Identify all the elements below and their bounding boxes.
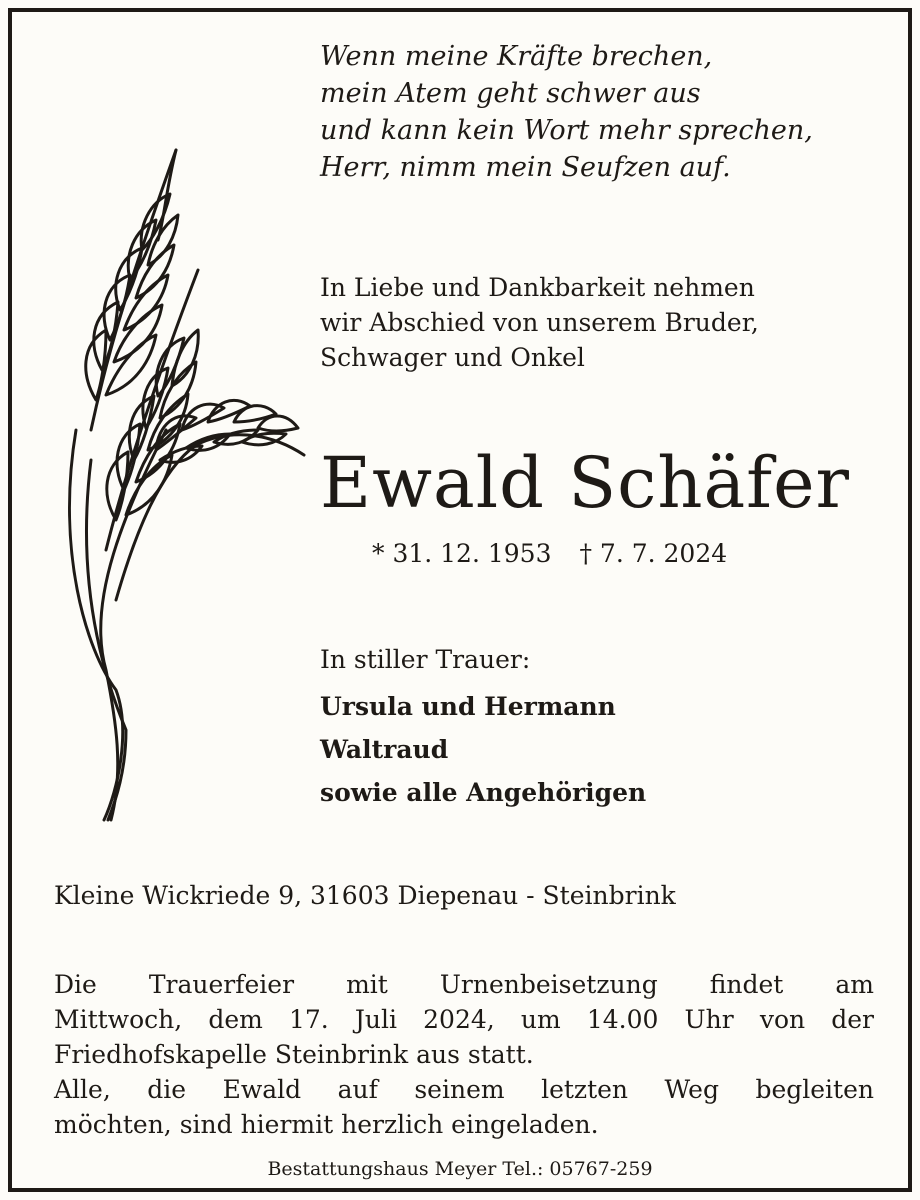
life-dates [372, 536, 727, 572]
ceremony-line: Die Trauerfeier mit Urnenbeisetzung findet am [54, 970, 874, 999]
ceremony-line: Mittwoch, dem 17. Juli 2024, um 14.00 Uhr von der [54, 1005, 874, 1034]
verse-line: mein Atem geht schwer aus [320, 78, 701, 109]
ceremony-line: Friedhofskapelle Steinbrink aus statt. [54, 1040, 534, 1069]
obituary-card [8, 8, 912, 1192]
intro-line: In Liebe und Dankbarkeit nehmen [320, 273, 755, 302]
deceased-name: Ewald Schäfer [320, 442, 850, 524]
mourners-list [320, 685, 646, 814]
verse [320, 38, 880, 186]
verse-line: Wenn meine Kräfte brechen, [320, 41, 713, 72]
mourner-name: Ursula und Hermann [320, 692, 616, 721]
birth-date: * 31. 12. 1953 [372, 539, 552, 568]
ceremony-line: möchten, sind hiermit herzlich eingeladen. [54, 1110, 599, 1139]
intro-line: wir Abschied von unserem Bruder, [320, 308, 759, 337]
mourners-heading: In stiller Trauer: [320, 645, 531, 674]
verse-line: und kann kein Wort mehr sprechen, [320, 115, 813, 146]
verse-line: Herr, nimm mein Seufzen auf. [320, 152, 731, 183]
ceremony-line: Alle, die Ewald auf seinem letzten Weg begleiten [54, 1075, 874, 1104]
death-date: † 7. 7. 2024 [579, 539, 728, 568]
funeral-home-contact: Bestattungshaus Meyer Tel.: 05767-259 [267, 1158, 653, 1180]
mourner-name: Waltraud [320, 735, 449, 764]
ceremony-notice [54, 967, 874, 1142]
mourner-name: sowie alle Angehörigen [320, 778, 647, 807]
address: Kleine Wickriede 9, 31603 Diepenau - Steinbrink [54, 881, 676, 910]
intro-text [320, 270, 880, 375]
intro-line: Schwager und Onkel [320, 343, 585, 372]
wheat-icon [46, 130, 316, 830]
